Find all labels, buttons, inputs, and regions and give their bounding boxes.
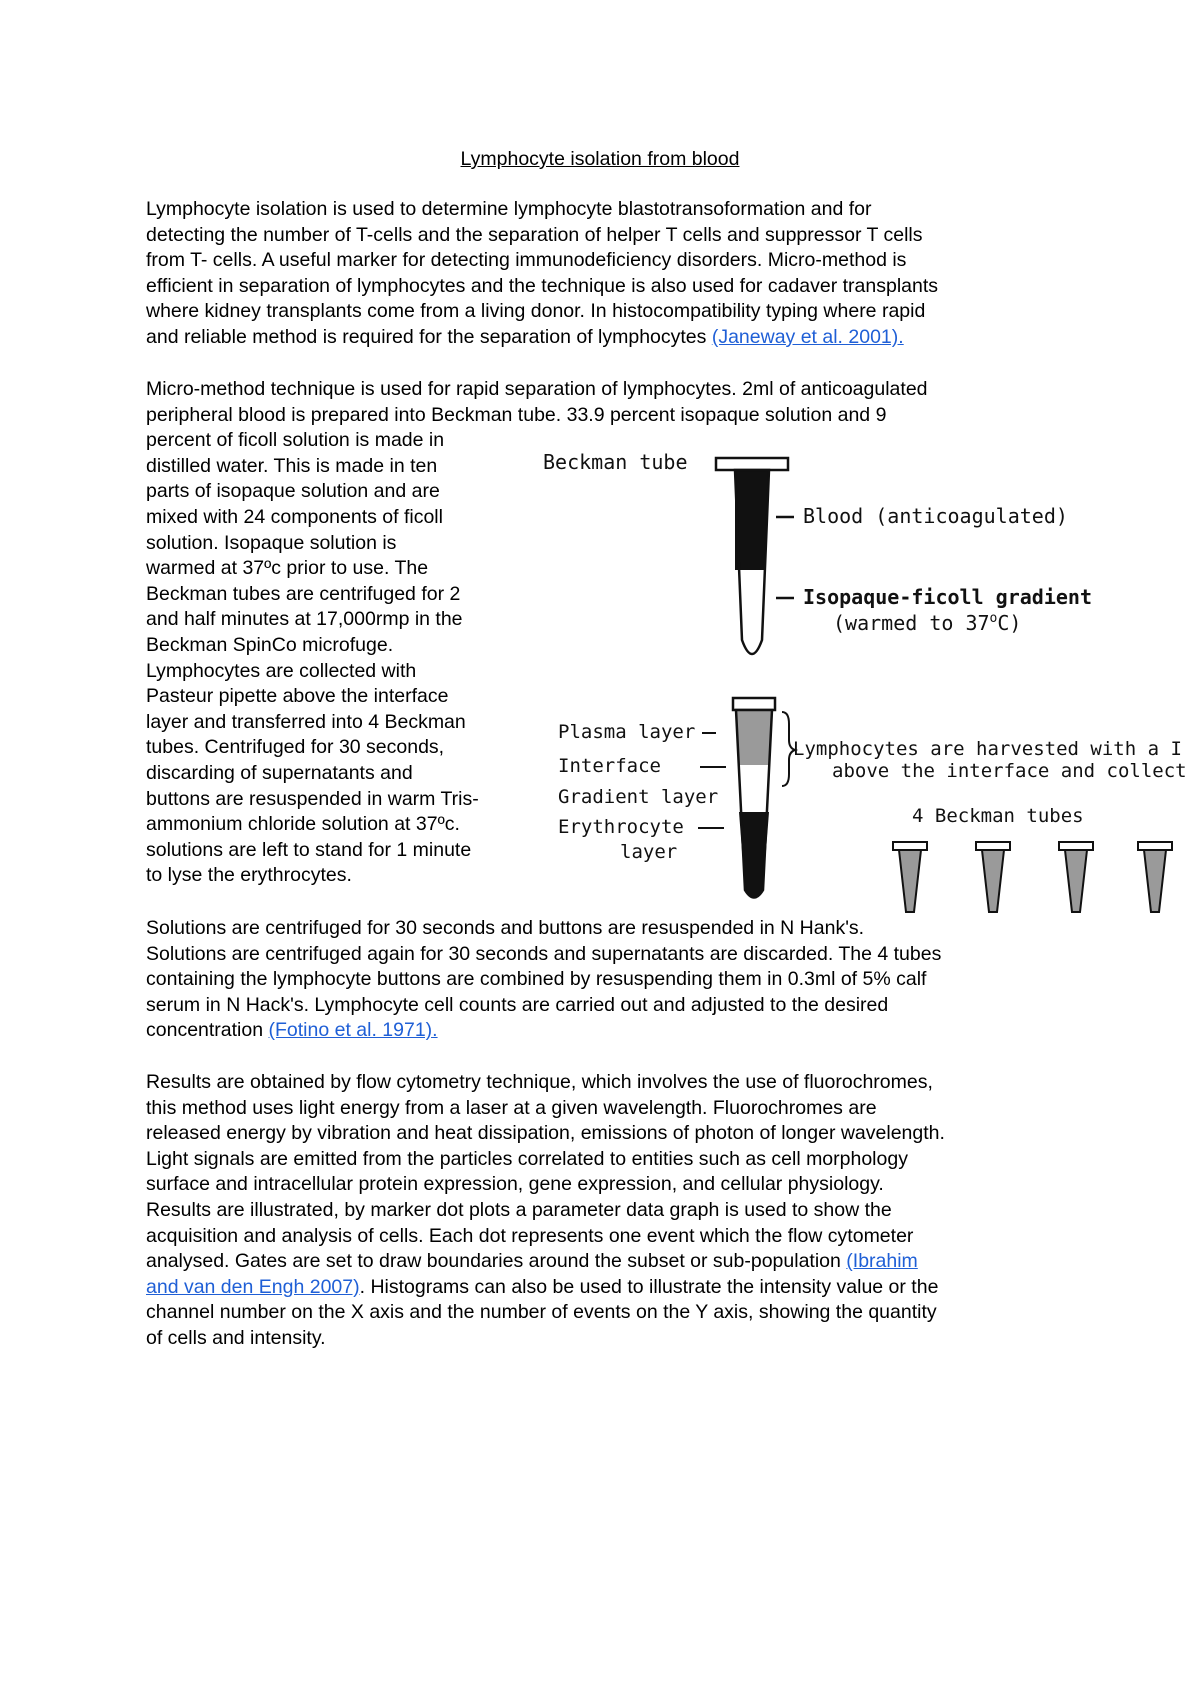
- text-line: [146, 325, 938, 351]
- label-blood: Blood (anticoagulated): [803, 504, 1068, 528]
- text-line: Solutions are centrifuged again for 30 seconds and supernatants are discarded. The 4 tubes: [146, 942, 942, 965]
- paragraph-intro: [146, 197, 938, 351]
- text-run: analysed. Gates are set to draw boundaries around the subset or sub-population: [146, 1250, 847, 1273]
- text-line: parts of isopaque solution and are: [146, 480, 440, 503]
- text-line: released energy by vibration and heat dissipation, emissions of photon of longer wavelength.: [146, 1122, 945, 1145]
- label-erythrocyte: Erythrocyte: [558, 816, 684, 838]
- label-warmed: [833, 611, 1021, 635]
- paragraph-flow-cytometry: [146, 1070, 945, 1352]
- page-title: Lymphocyte isolation from blood: [460, 148, 740, 170]
- text-line: Solutions are centrifuged for 30 seconds and buttons are resuspended in N Hank's.: [146, 917, 865, 939]
- text-line: and half minutes at 17,000rmp in the: [146, 608, 463, 631]
- text-line: layer and transferred into 4 Beckman: [146, 710, 466, 733]
- label-four-tubes: 4 Beckman tubes: [912, 805, 1084, 827]
- text-line: detecting the number of T-cells and the separation of helper T cells and suppressor T cells: [146, 223, 923, 246]
- text-line: Results are obtained by flow cytometry technique, which involves the use of fluorochromes,: [146, 1071, 933, 1093]
- text-line: from T- cells. A useful marker for detecting immunodeficiency disorders. Micro-method is: [146, 249, 907, 272]
- text-line: Lymphocyte isolation is used to determine lymphocyte blastotransoformation and for: [146, 198, 872, 220]
- text-line: percent of ficoll solution is made in: [146, 429, 445, 452]
- text-line: serum in N Hack's. Lymphocyte cell counts are carried out and adjusted to the desired: [146, 993, 889, 1016]
- label-harvest-1: Lymphocytes are harvested with a I: [793, 738, 1182, 760]
- text-line: Micro-method technique is used for rapid separation of lymphocytes. 2ml of anticoagulated: [146, 378, 928, 400]
- text-line: Light signals are emitted from the particles correlated to entities such as cell morphology: [146, 1147, 908, 1170]
- text-line: discarding of supernatants and: [146, 761, 413, 784]
- text-line: [146, 1275, 945, 1301]
- label-gradient: Isopaque-ficoll gradient: [803, 585, 1092, 609]
- text-line: ammonium chloride solution at 37ºc.: [146, 813, 460, 836]
- text-line: distilled water. This is made in ten: [146, 454, 438, 477]
- text-line: Beckman tubes are centrifuged for 2: [146, 582, 461, 605]
- small-tube-icon: [976, 842, 1010, 912]
- label-beckman-tube: Beckman tube: [543, 450, 688, 474]
- small-tube-icon: [1138, 842, 1172, 912]
- citation-link-fotino[interactable]: (Fotino et al. 1971).: [268, 1019, 438, 1042]
- text-line: surface and intracellular protein expression, gene expression, and cellular physiology.: [146, 1173, 884, 1196]
- text-line: channel number on the X axis and the number of events on the Y axis, showing the quantity: [146, 1301, 937, 1324]
- text-run: . Histograms can also be used to illustrate the intensity value or the: [359, 1275, 939, 1298]
- label-erythrocyte-layer: layer: [620, 841, 678, 863]
- text-line: tubes. Centrifuged for 30 seconds,: [146, 736, 445, 759]
- text-line: acquisition and analysis of cells. Each dot represents one event which the flow cytometer: [146, 1224, 914, 1247]
- blood-fill: [735, 470, 769, 570]
- text-line: [146, 1018, 941, 1044]
- text-line: Beckman SpinCo microfuge.: [146, 633, 394, 656]
- text-line: where kidney transplants come from a living donor. In histocompatibility typing where rapid: [146, 300, 926, 323]
- degree-mark: o: [989, 611, 998, 626]
- label-interface: Interface: [558, 755, 661, 777]
- paragraph-centrifuge: [146, 916, 941, 1044]
- small-tube-icon: [1059, 842, 1093, 912]
- text-line: [146, 1249, 945, 1275]
- tube-cap-icon: [733, 698, 775, 710]
- tube-cap-icon: [716, 458, 788, 470]
- citation-link-janeway[interactable]: (Janeway et al. 2001).: [711, 325, 904, 348]
- text-run: concentration: [146, 1019, 269, 1042]
- text-line: containing the lymphocyte buttons are combined by resuspending them in 0.3ml of 5% calf: [146, 968, 927, 991]
- text-line: Pasteur pipette above the interface: [146, 685, 449, 708]
- text-line: warmed at 37ºc prior to use. The: [146, 557, 429, 580]
- label-warmed-prefix: (warmed to 37: [833, 611, 990, 635]
- label-gradient-layer: Gradient layer: [558, 786, 719, 808]
- citation-link-ibrahim[interactable]: (Ibrahim: [846, 1250, 918, 1273]
- label-harvest-2: above the interface and collect: [832, 760, 1187, 782]
- text-line: buttons are resuspended in warm Tris-: [146, 787, 479, 810]
- beckman-tube-diagram: [530, 430, 1190, 915]
- text-line: mixed with 24 components of ficoll: [146, 505, 443, 528]
- text-line: solution. Isopaque solution is: [146, 531, 397, 554]
- interface-fill: [738, 765, 770, 770]
- label-warmed-suffix: C): [997, 611, 1022, 635]
- small-tube-icon: [893, 842, 927, 912]
- text-line: solutions are left to stand for 1 minute: [146, 838, 472, 861]
- text-line: Lymphocytes are collected with: [146, 659, 417, 682]
- text-line: Results are illustrated, by marker dot plots a parameter data graph is used to show the: [146, 1198, 892, 1221]
- text-line: efficient in separation of lymphocytes and the technique is also used for cadaver transplants: [146, 274, 939, 297]
- label-plasma: Plasma layer: [558, 721, 696, 743]
- text-line: this method uses light energy from a laser at a given wavelength. Fluorochromes are: [146, 1096, 877, 1119]
- text-line: peripheral blood is prepared into Beckman tube. 33.9 percent isopaque solution and 9: [146, 403, 887, 426]
- plasma-fill: [736, 710, 772, 765]
- citation-link-ibrahim-cont[interactable]: and van den Engh 2007): [146, 1275, 360, 1298]
- text-line: to lyse the erythrocytes.: [146, 864, 352, 887]
- text-run: and reliable method is required for the separation of lymphocytes: [146, 325, 712, 348]
- text-line: of cells and intensity.: [146, 1326, 326, 1349]
